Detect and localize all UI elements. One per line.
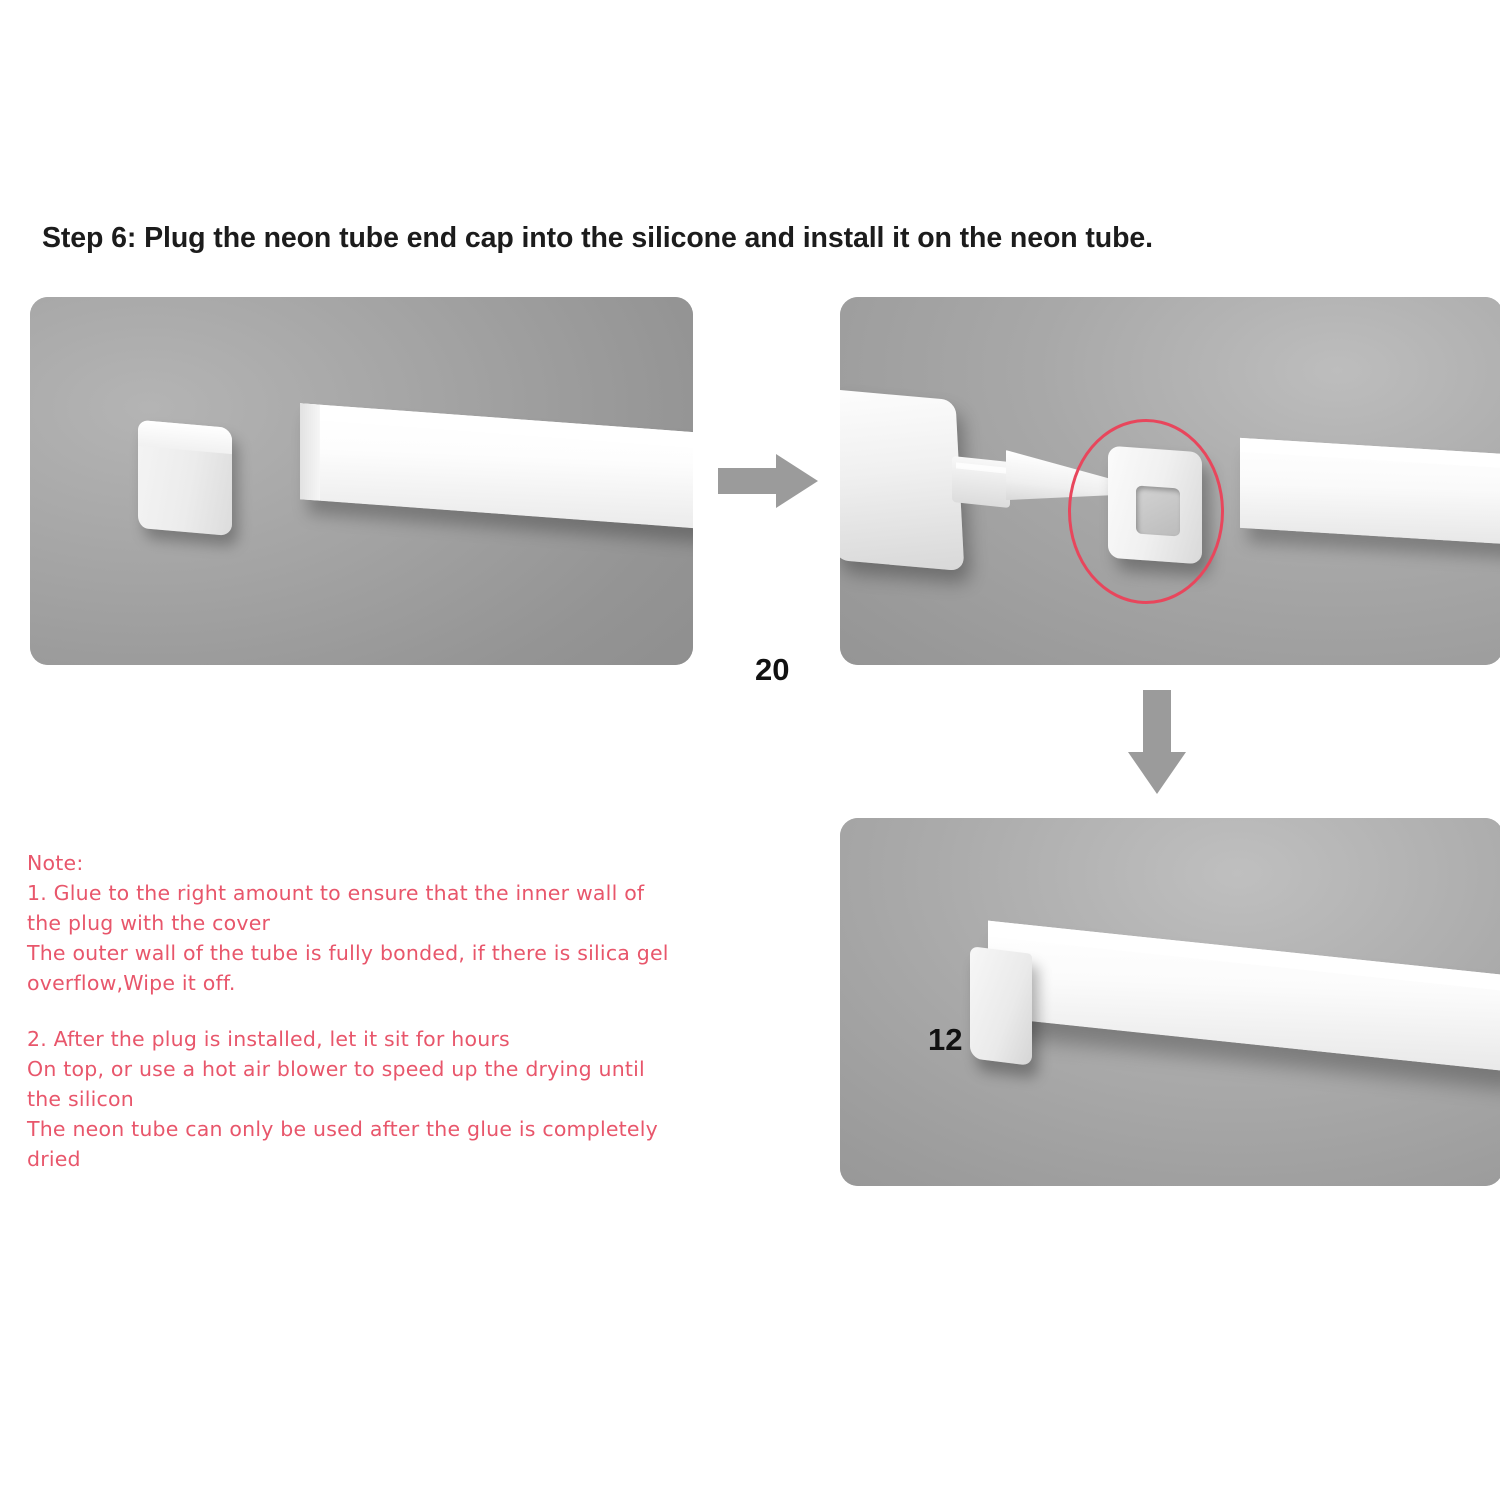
note-line-3: The outer wall of the tube is fully bonded, if there is silica gel <box>27 941 669 965</box>
installed-end-cap <box>970 946 1032 1066</box>
note-line-1: 1. Glue to the right amount to ensure that the inner wall of <box>27 881 645 905</box>
label-step-2-number: 20 <box>755 652 790 687</box>
note-line-9: dried <box>27 1147 81 1171</box>
page-title: Step 6: Plug the neon tube end cap into the silicone and install it on the neon tube. <box>42 222 1153 254</box>
photo-installed-end-cap <box>840 818 1500 1186</box>
label-step-3-number: 12 <box>928 1022 963 1057</box>
silicone-end-cap <box>138 420 232 536</box>
glue-gun-neck <box>952 456 1010 508</box>
note-line-6: On top, or use a hot air blower to speed up the drying until <box>27 1057 645 1081</box>
note-line-2: the plug with the cover <box>27 911 271 935</box>
glue-gun-body <box>840 389 964 571</box>
note-block <box>27 848 743 1174</box>
arrow-right-icon <box>718 452 818 510</box>
note-line-8: The neon tube can only be used after the glue is completely <box>27 1117 658 1141</box>
red-highlight-ellipse <box>1068 419 1224 604</box>
note-line-5: 2. After the plug is installed, let it sit for hours <box>27 1027 510 1051</box>
photo-end-cap-and-neon-tube <box>30 297 693 665</box>
arrow-down-icon <box>1126 690 1188 794</box>
neon-tube-strip <box>1240 438 1500 546</box>
note-heading: Note: <box>27 851 84 875</box>
note-line-4: overflow,Wipe it off. <box>27 971 236 995</box>
photo-applying-silicone-glue <box>840 297 1500 665</box>
note-spacer <box>27 998 743 1024</box>
note-line-7: the silicon <box>27 1087 134 1111</box>
